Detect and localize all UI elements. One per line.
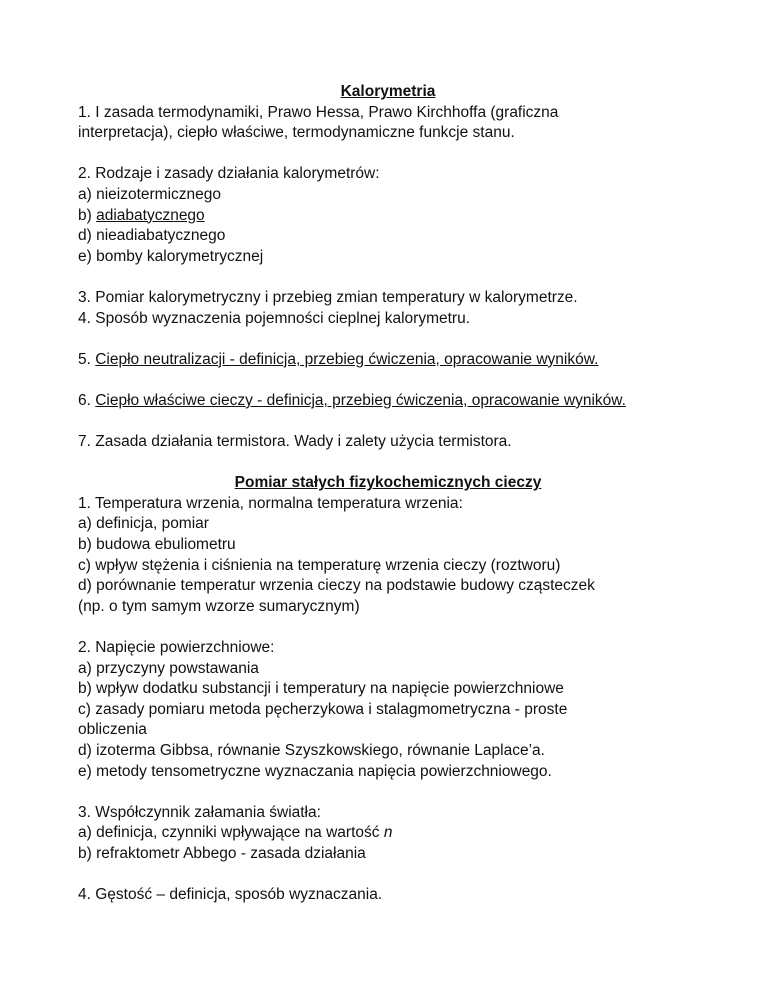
pom-item3-heading: 3. Współczynnik załamania światła: [78, 803, 321, 821]
kal-item5 [78, 350, 698, 371]
pom-item3-a [78, 823, 698, 844]
pom-item2-d: d) izoterma Gibbsa, równanie Szyszkowskiego, równanie Laplace’a. [78, 742, 545, 759]
pom-item1-d-line2: (np. o tym samym wzorze sumarycznym) [78, 597, 360, 615]
spacer [78, 453, 698, 474]
kal-item6-text: Ciepło właściwe cieczy - definicja, przebieg ćwiczenia, opracowanie wyników. [95, 391, 626, 409]
pom-item1-b: b) budowa ebuliometru [78, 536, 236, 554]
section-title-kalorymetria: Kalorymetria [340, 83, 436, 100]
kal-item2-b-prefix: b) [78, 206, 97, 224]
document-page [78, 82, 698, 906]
kal-item5-text: Ciepło neutralizacji - definicja, przebieg ćwiczenia, opracowanie wyników. [95, 350, 599, 368]
kal-item6-prefix: 6. [78, 391, 96, 409]
pom-item2-a: a) przyczyny powstawania [78, 659, 259, 677]
pom-item1-a: a) definicja, pomiar [78, 515, 209, 533]
kal-item2-b-term: adiabatycznego [96, 206, 205, 224]
pom-item2-e: e) metody tensometryczne wyznaczania napięcia powierzchniowego. [78, 762, 552, 780]
pom-item1-c: c) wpływ stężenia i ciśnienia na temperaturę wrzenia cieczy (roztworu) [78, 556, 561, 574]
spacer [78, 329, 698, 350]
kal-item4: 4. Sposób wyznaczenia pojemności cieplnej kalorymetru. [78, 309, 471, 327]
kal-item2-d: d) nieadiabatycznego [78, 227, 226, 245]
pom-item3-a-text: a) definicja, czynniki wpływające na wartość [78, 824, 384, 842]
pom-item1-heading: 1. Temperatura wrzenia, normalna temperatura wrzenia: [78, 494, 463, 512]
pom-item3-b: b) refraktometr Abbego - zasada działania [78, 844, 366, 862]
pom-item4: 4. Gęstość – definicja, sposób wyznaczania. [78, 886, 383, 904]
spacer [78, 144, 698, 165]
spacer [78, 412, 698, 433]
kal-item7: 7. Zasada działania termistora. Wady i zalety użycia termistora. [78, 433, 512, 451]
kal-item1-line1: 1. I zasada termodynamiki, Prawo Hessa, Prawo Kirchhoffa (graficzna [78, 103, 559, 121]
kal-item1-line2: interpretacja), ciepło właściwe, termodynamiczne funkcje stanu. [78, 124, 515, 142]
pom-item3-a-symbol: n [383, 824, 393, 842]
pom-item2-b: b) wpływ dodatku substancji i temperatury na napięcie powierzchniowe [78, 680, 564, 698]
pom-item2-c-line2: obliczenia [78, 721, 147, 739]
kal-item2-heading: 2. Rodzaje i zasady działania kalorymetrów: [78, 165, 380, 183]
kal-item2-b [78, 206, 698, 227]
pom-item2-heading: 2. Napięcie powierzchniowe: [78, 639, 275, 657]
pom-item2-c-line1: c) zasady pomiaru metoda pęcherzykowa i stalagmometryczna - proste [78, 700, 568, 718]
kal-item6 [78, 391, 698, 412]
spacer [78, 782, 698, 803]
pom-item1-d-line1: d) porównanie temperatur wrzenia cieczy na podstawie budowy cząsteczek [78, 577, 595, 595]
spacer [78, 865, 698, 886]
spacer [78, 370, 698, 391]
kal-item2-e: e) bomby kalorymetrycznej [78, 247, 264, 265]
kal-item3: 3. Pomiar kalorymetryczny i przebieg zmian temperatury w kalorymetrze. [78, 288, 578, 306]
kal-item2-a: a) nieizotermicznego [78, 185, 222, 203]
kal-item5-prefix: 5. [78, 350, 96, 368]
section-title-pomiar: Pomiar stałych fizykochemicznych cieczy [234, 474, 542, 492]
spacer [78, 617, 698, 638]
spacer [78, 267, 698, 288]
